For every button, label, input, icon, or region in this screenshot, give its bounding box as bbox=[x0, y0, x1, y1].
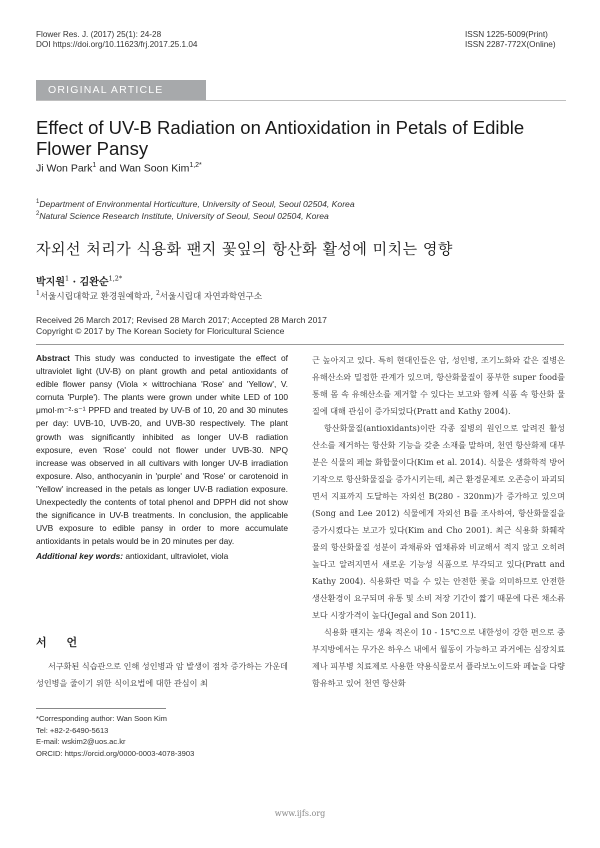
affiliation-sup: 1 bbox=[36, 199, 40, 205]
journal-citation bbox=[36, 30, 197, 50]
affiliation-text: 서울시립대 자연과학연구소 bbox=[159, 292, 263, 302]
body-paragraph: 식용화 팬지는 생육 적온이 10 - 15℃으로 내한성이 강한 편으로 중부지방에서는 무가온 하우스 내에서 월동이 가능하고 과거에는 심장치료제나 피부병 치료제로 사용한 약용식물로서 플라보노이드와 페놀을 다량 함유하고 있어 천연 항산화 bbox=[312, 627, 565, 688]
author-list bbox=[36, 162, 202, 175]
author-superscript: 1 bbox=[64, 274, 70, 283]
article-title: Effect of UV-B Radiation on Antioxidation in Petals of Edible Flower Pansy bbox=[36, 117, 525, 159]
citation-line: Flower Res. J. (2017) 25(1): 24-28 bbox=[36, 30, 162, 39]
email[interactable]: E-mail: wskim2@uos.ac.kr bbox=[36, 737, 126, 746]
korean-author-list bbox=[36, 273, 122, 288]
article-dates bbox=[36, 315, 327, 337]
author-superscript: 1 bbox=[92, 162, 97, 169]
body-paragraph: 근 높아지고 있다. 특히 현대인들은 암, 성인병, 조기노화와 같은 질병은 유해산소와 밀접한 관계가 있으며, 항산화물질이 풍부한 super food를 통해 몸 속 유해산소를 제거할 수 있다는 보고와 함께 식품 속 항산화 물질에 대해 관심이 증가되었다(Pratt and Kathy 2004). bbox=[312, 355, 565, 416]
telephone: Tel: +82-2-6490-5613 bbox=[36, 725, 109, 735]
author-superscript: 1,2* bbox=[189, 162, 202, 169]
affiliation-sup: 2 bbox=[155, 290, 160, 298]
journal-url[interactable]: www.ijfs.org bbox=[274, 809, 326, 818]
affiliation-text: Natural Science Research Institute, University of Seoul, Seoul 02504, Korea bbox=[39, 210, 329, 221]
right-column bbox=[312, 352, 565, 692]
keywords bbox=[36, 550, 288, 562]
korean-affiliation bbox=[36, 290, 262, 302]
section-divider bbox=[36, 344, 564, 345]
corresponding-author: *Corresponding author: Wan Soon Kim bbox=[36, 714, 167, 723]
affiliation-sup: 2 bbox=[36, 211, 40, 217]
abstract-text: This study was conducted to investigate the effect of ultraviolet light (UV-B) on plant growth and petal antioxidants of edible flower pansy (Viola × wittrochiana 'Rose' and 'Yellow', V. cornuta 'Purple'). The plants were grown under white LED of 100 μmol·m⁻²·s⁻¹ PPFD and treated by UV-B of 10, 20 and 30 minutes per day: UVB-10, UVB-20, and UVB-30 respectively. The plant growth was significantly inhibited as longer UV-B radiation exposure, even 'Rose' could not flower under UVB-30. NPQ increase was observed in all cultivars with longer UV-B irradiation exposure. Also, anthocyanin in 'purple' and 'Rose' or carotenoid in 'Yellow' increased in the petals as longer UV-B radiation exposure. Unexpectedly the contents of total phenol and DPPH did not show the significance in UV-B treatments. In conclusion, the applicable UVB exposure to edible pansy in order to more accumulate antioxidants in petals would be in 20 minutes per day. bbox=[36, 353, 288, 547]
body-paragraph: 항산화물질(antioxidants)이란 각종 질병의 원인으로 알려진 활성산소를 제거하는 항산화 기능을 갖춘 소재를 말하며, 천연 항산화제 대부분은 식물의 페놀 화합물이다(Kim et al. 2014). 식물은 생화학적 방어기작으로 항산화물질을 증가시키는데, 최근 환경문제로 오존층이 파괴되면서 지표까지 도달하는 자외선 B(280 - 320nm)가 증가하고 있으며(Song and Lee 2012) 식물에게 자외선 B를 조사하여, 항산화물질을 증가시켰다는 보고가 있다(Kim and Cho 2001). 최근 식용화 화훼작물의 항산화물질 성분이 과채류와 엽채류와 비교해서 적지 않고 오히려 높다고 알려지면서 새로운 기능성 식품으로 부각되고 있다(Pratt and Kathy 2004). 식용화란 먹을 수 있는 안전한 꽃을 의미하므로 안전한 생산환경이 요구되며 유통 및 소비 저장 기간이 짧기 때문에 다른 채소류보다 시장가격이 높다(Jegal and Son 2011). bbox=[312, 423, 565, 620]
korean-title: 자외선 처리가 식용화 팬지 꽃잎의 항산화 활성에 미치는 영향 bbox=[36, 240, 453, 258]
keywords-text: antioxidant, ultraviolet, viola bbox=[123, 551, 229, 562]
issn-online: ISSN 2287-772X(Online) bbox=[465, 40, 556, 49]
affiliation-1 bbox=[36, 197, 355, 210]
affiliation-2 bbox=[36, 209, 329, 222]
issn-print: ISSN 1225-5009(Print) bbox=[465, 30, 548, 39]
abstract-label: Abstract bbox=[36, 353, 70, 363]
banner-divider bbox=[36, 100, 566, 101]
author-name: Ji Won Park bbox=[36, 162, 93, 175]
intro-paragraph-left: 서구화된 식습관으로 인해 성인병과 암 발생이 점차 증가하는 가운데 성인병을 줄이기 위한 식이요법에 대한 관심이 최 bbox=[36, 661, 288, 688]
author-conjunction: and bbox=[96, 162, 120, 175]
korean-author-name: 박지원 bbox=[36, 277, 65, 288]
korean-author-name: 김완순 bbox=[79, 277, 109, 288]
author-superscript: 1,2* bbox=[108, 274, 123, 283]
footnote-divider bbox=[36, 708, 166, 709]
author-name: Wan Soon Kim bbox=[119, 162, 190, 175]
abstract bbox=[36, 352, 288, 548]
left-column bbox=[36, 352, 288, 562]
affiliation-text: Department of Environmental Horticulture, University of Seoul, Seoul 02504, Korea bbox=[39, 198, 355, 209]
corresponding-author-footnote bbox=[36, 713, 194, 759]
affiliation-text: 서울시립대학교 환경원예학과, bbox=[39, 292, 156, 302]
author-separator: · bbox=[69, 277, 80, 288]
copyright-line: Copyright © 2017 by The Korean Society for Floricultural Science bbox=[36, 326, 285, 336]
orcid[interactable]: ORCID: https://orcid.org/0000-0003-4078-3903 bbox=[36, 748, 195, 758]
issn-block bbox=[465, 30, 556, 50]
section-heading-introduction: 서 언 bbox=[36, 636, 86, 649]
article-type-banner: ORIGINAL ARTICLE bbox=[36, 80, 206, 100]
doi-line[interactable]: DOI https://doi.org/10.11623/frj.2017.25.1.04 bbox=[36, 40, 198, 49]
affiliation-sup: 1 bbox=[36, 290, 40, 298]
keywords-label: Additional key words: bbox=[36, 551, 124, 562]
received-revised-accepted: Received 26 March 2017; Revised 28 March 2017; Accepted 28 March 2017 bbox=[36, 315, 327, 325]
